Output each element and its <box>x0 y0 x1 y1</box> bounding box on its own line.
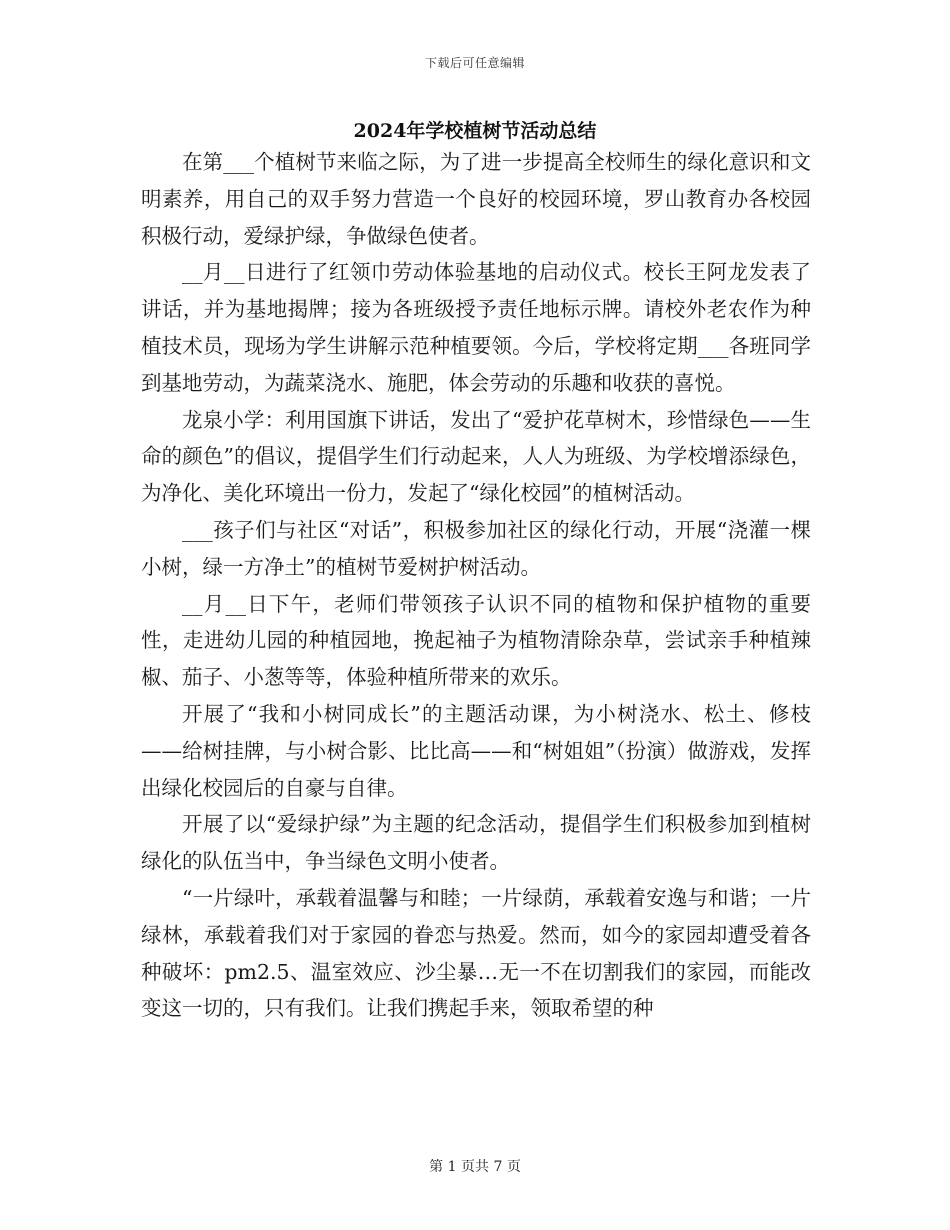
total-pages: 7 <box>493 1159 503 1175</box>
paragraph-8: “一片绿叶，承载着温馨与和睦；一片绿荫，承载着安逸与和谐；一片绿林，承载着我们对于家园的眷恋与热爱。然而，如今的家园却遭受着各种破坏：pm2.5、温室效应、沙尘暴…无一不在切割我们的家园，而能改变这一切的，只有我们。让我们携起手来，领取希望的种 <box>141 885 811 1021</box>
paragraph-2: __月__日进行了红领巾劳动体验基地的启动仪式。校长王阿龙发表了讲话，并为基地揭牌；接为各班级授予责任地标示牌。请校外老农作为种植技术员，现场为学生讲解示范种植要领。今后，学校将定期___各班同学到基地劳动，为蔬菜浇水、施肥，体会劳动的乐趣和收获的喜悦。 <box>141 260 811 395</box>
page-middle: 页共 <box>461 1159 489 1175</box>
page-number <box>0 1156 950 1176</box>
document-title: 2024年学校植树节活动总结 <box>353 120 597 142</box>
paragraph-4: ___孩子们与社区“对话”，积极参加社区的绿化行动，开展“浇灌一棵小树，绿一方净土”的植树节爱树护树活动。 <box>141 517 811 579</box>
page-prefix: 第 <box>429 1159 444 1175</box>
paragraph-1: 在第___个植树节来临之际，为了进一步提高全校师生的绿化意识和文明素养，用自己的双手努力营造一个良好的校园环境，罗山教育办各校园积极行动，爱绿护绿，争做绿色使者。 <box>141 150 811 248</box>
header-note: 下载后可任意编辑 <box>424 56 525 70</box>
paragraph-5: __月__日下午，老师们带领孩子认识不同的植物和保护植物的重要性，走进幼儿园的种植园地，挽起袖子为植物清除杂草，尝试亲手种植辣椒、茄子、小葱等等，体验种植所带来的欢乐。 <box>141 591 811 690</box>
current-page: 1 <box>447 1159 457 1175</box>
document-body <box>141 144 811 1027</box>
page-suffix: 页 <box>506 1159 521 1175</box>
paragraph-3: 龙泉小学：利用国旗下讲话，发出了“爱护花草树木，珍惜绿色——生命的颜色”的倡议，提倡学生们行动起来，人人为班级、为学校增添绿色，为净化、美化环境出一份力，发起了“绿化校园”的植树活动。 <box>141 407 811 506</box>
paragraph-7: 开展了以“爱绿护绿”为主题的纪念活动，提倡学生们积极参加到植树绿化的队伍当中，争当绿色文明小使者。 <box>141 812 811 874</box>
paragraph-6: 开展了“我和小树同成长”的主题活动课，为小树浇水、松土、修枝——给树挂牌，与小树合影、比比高——和“树姐姐”（扮演）做游戏，发挥出绿化校园后的自豪与自律。 <box>141 701 811 800</box>
